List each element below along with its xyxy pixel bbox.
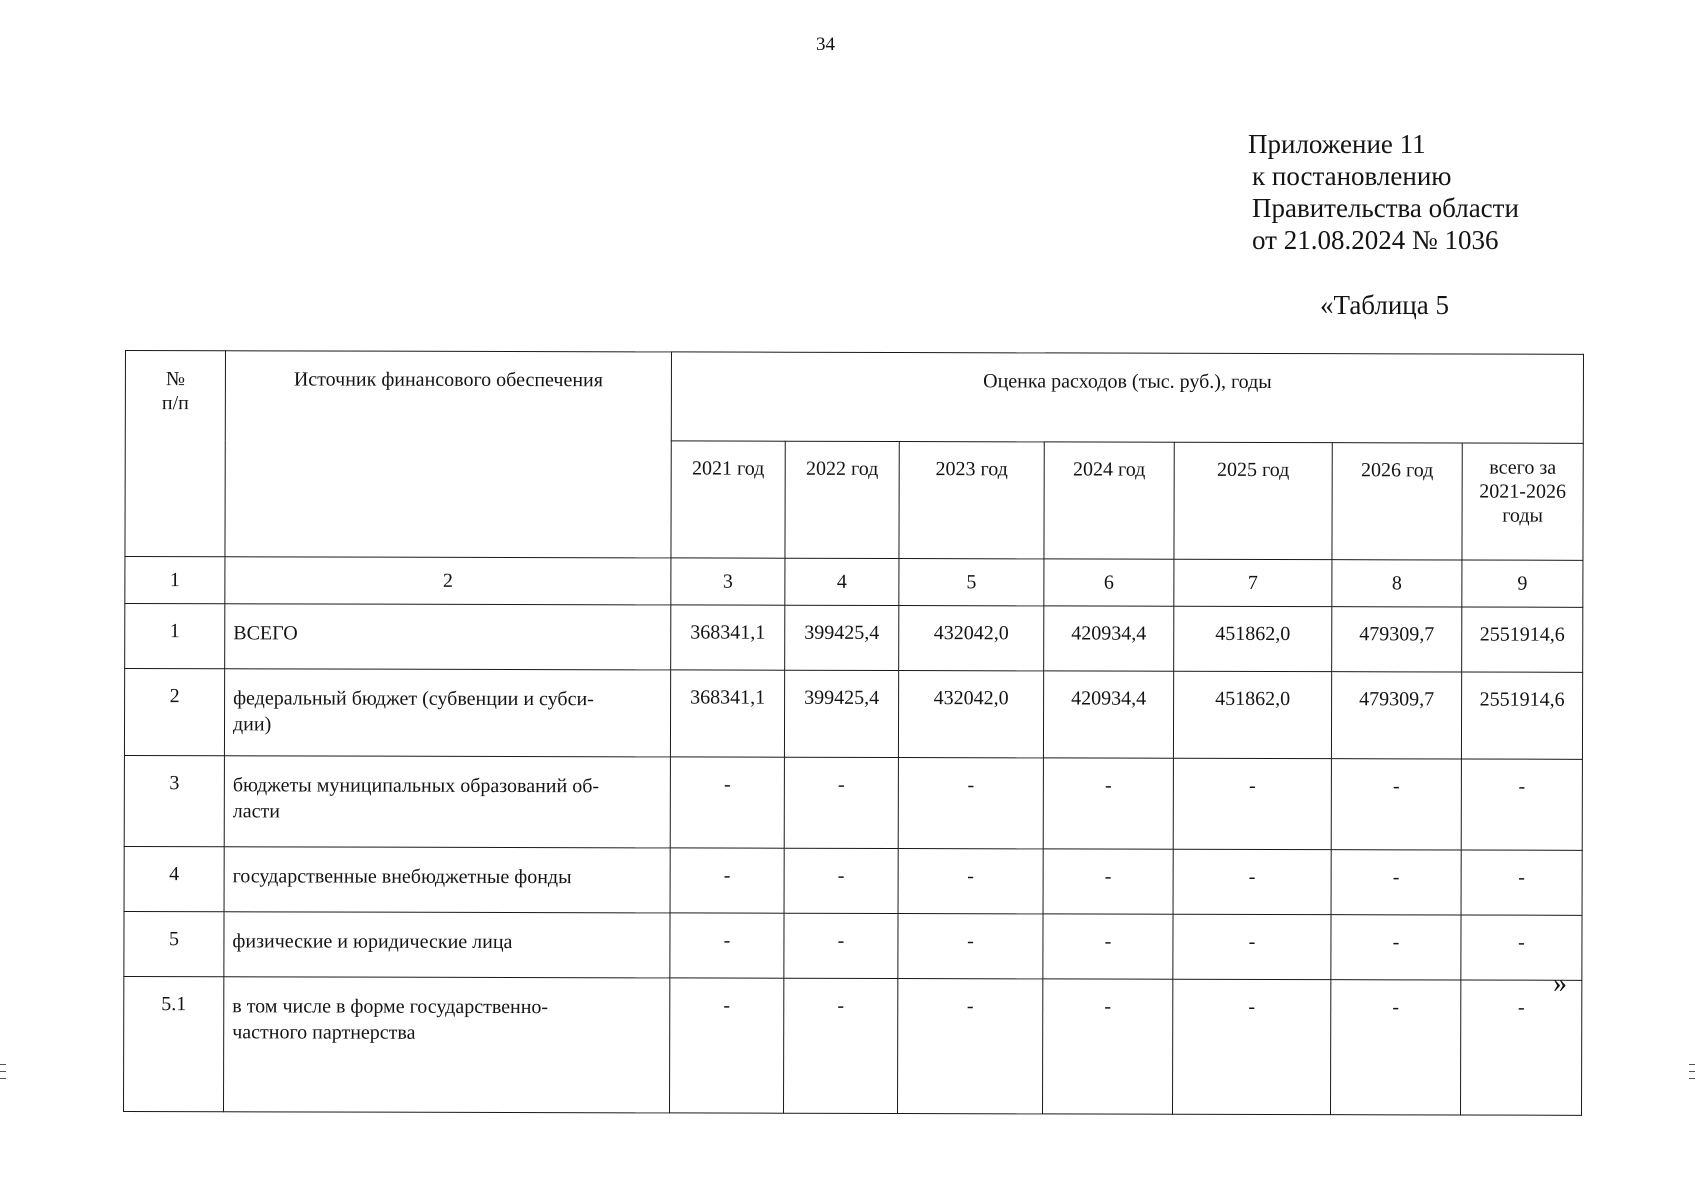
row-value: -	[1043, 914, 1173, 979]
scan-edge-marks-left	[0, 1064, 8, 1090]
row-value: -	[1331, 915, 1461, 980]
row-value: -	[1173, 914, 1331, 979]
row-value: -	[898, 758, 1043, 849]
header-estimate: Оценка расходов (тыс. руб.), годы	[671, 352, 1583, 443]
row-value: 432042,0	[898, 671, 1043, 758]
row-value: -	[670, 757, 784, 848]
row-index: 2	[124, 669, 224, 756]
row-value: -	[1173, 758, 1331, 849]
row-value: 368341,1	[671, 605, 785, 670]
row-value: 2551914,6	[1462, 607, 1583, 672]
row-value: -	[1461, 915, 1582, 980]
table-row	[124, 846, 1582, 915]
appendix-line-4: от 21.08.2024 № 1036	[1252, 225, 1499, 255]
closing-quote: »	[1553, 968, 1567, 999]
header-year: 2021 год	[671, 441, 785, 558]
row-index: 3	[124, 755, 224, 846]
column-number: 3	[671, 558, 785, 605]
row-source: физические и юридические лица	[224, 912, 670, 978]
header-year: 2023 год	[899, 442, 1044, 559]
table-row	[124, 976, 1582, 1115]
scan-edge-marks-right	[1689, 1064, 1697, 1090]
header-year: 2026 год	[1332, 443, 1462, 560]
row-value: -	[784, 848, 898, 913]
appendix-line-1: Приложение 11	[1248, 129, 1426, 159]
table-caption: «Таблица 5	[1320, 290, 1449, 320]
financing-table	[123, 350, 1584, 1116]
row-source: ВСЕГО	[225, 604, 671, 670]
column-number: 2	[225, 557, 671, 605]
row-value: -	[1461, 850, 1582, 915]
row-value: -	[898, 979, 1043, 1114]
row-source: бюджеты муниципальных образований об- ласти	[224, 756, 670, 848]
table-row	[124, 669, 1582, 760]
column-number: 6	[1044, 559, 1174, 606]
row-value: -	[1043, 849, 1173, 914]
row-value: -	[1331, 980, 1461, 1115]
row-value: -	[784, 978, 898, 1113]
table-row	[124, 755, 1582, 850]
row-index: 5.1	[124, 976, 224, 1111]
header-num: № п/п	[125, 351, 226, 557]
table-row	[124, 911, 1582, 980]
row-value: 368341,1	[670, 670, 784, 757]
header-year: 2025 год	[1174, 442, 1332, 559]
table-row	[125, 604, 1583, 673]
row-value: -	[1173, 979, 1331, 1114]
row-value: 399425,4	[785, 605, 899, 670]
column-number-row	[125, 557, 1583, 608]
page-number: 34	[816, 34, 835, 55]
row-value: -	[1043, 979, 1173, 1114]
table-container	[123, 350, 1583, 1116]
column-number: 9	[1462, 560, 1583, 607]
row-value: 2551914,6	[1461, 672, 1582, 759]
column-number: 1	[125, 557, 225, 604]
appendix-line-2: к постановлению	[1252, 161, 1452, 191]
row-value: -	[1173, 849, 1331, 914]
row-value: -	[898, 849, 1043, 914]
row-value: -	[670, 913, 784, 978]
row-index: 5	[124, 911, 224, 976]
row-source: в том числе в форме государственно- частного партнерства	[224, 977, 670, 1113]
row-value: -	[1331, 759, 1461, 850]
row-value: -	[898, 914, 1043, 979]
row-value: -	[1331, 850, 1461, 915]
row-index: 4	[124, 846, 224, 911]
row-value: 420934,4	[1044, 606, 1174, 671]
row-value: -	[670, 848, 784, 913]
header-year: 2024 год	[1044, 442, 1174, 559]
row-value: 479309,7	[1331, 672, 1461, 759]
row-value: 479309,7	[1332, 607, 1462, 672]
row-value: -	[670, 978, 784, 1113]
appendix-header	[1248, 128, 1519, 256]
header-year: 2022 год	[785, 441, 899, 558]
row-value: -	[784, 757, 898, 848]
appendix-line-3: Правительства области	[1252, 193, 1519, 223]
row-value: 451862,0	[1173, 671, 1331, 758]
row-value: 451862,0	[1174, 606, 1332, 671]
column-number: 7	[1174, 559, 1332, 606]
row-value: -	[1043, 758, 1173, 849]
row-source: государственные внебюджетные фонды	[224, 847, 670, 913]
row-value: -	[1461, 759, 1582, 850]
row-index: 1	[125, 604, 225, 669]
row-value: 420934,4	[1043, 671, 1173, 758]
row-source: федеральный бюджет (субвенции и субси- дии)	[224, 669, 670, 757]
row-value: 432042,0	[899, 606, 1044, 671]
header-total: всего за 2021-2026 годы	[1462, 443, 1583, 560]
column-number: 8	[1332, 560, 1462, 607]
column-number: 5	[899, 559, 1044, 606]
header-source: Источник финансового обеспечения	[225, 351, 672, 558]
row-value: -	[784, 913, 898, 978]
column-number: 4	[785, 558, 899, 605]
row-value: -	[1461, 980, 1582, 1115]
row-value: 399425,4	[784, 670, 898, 757]
